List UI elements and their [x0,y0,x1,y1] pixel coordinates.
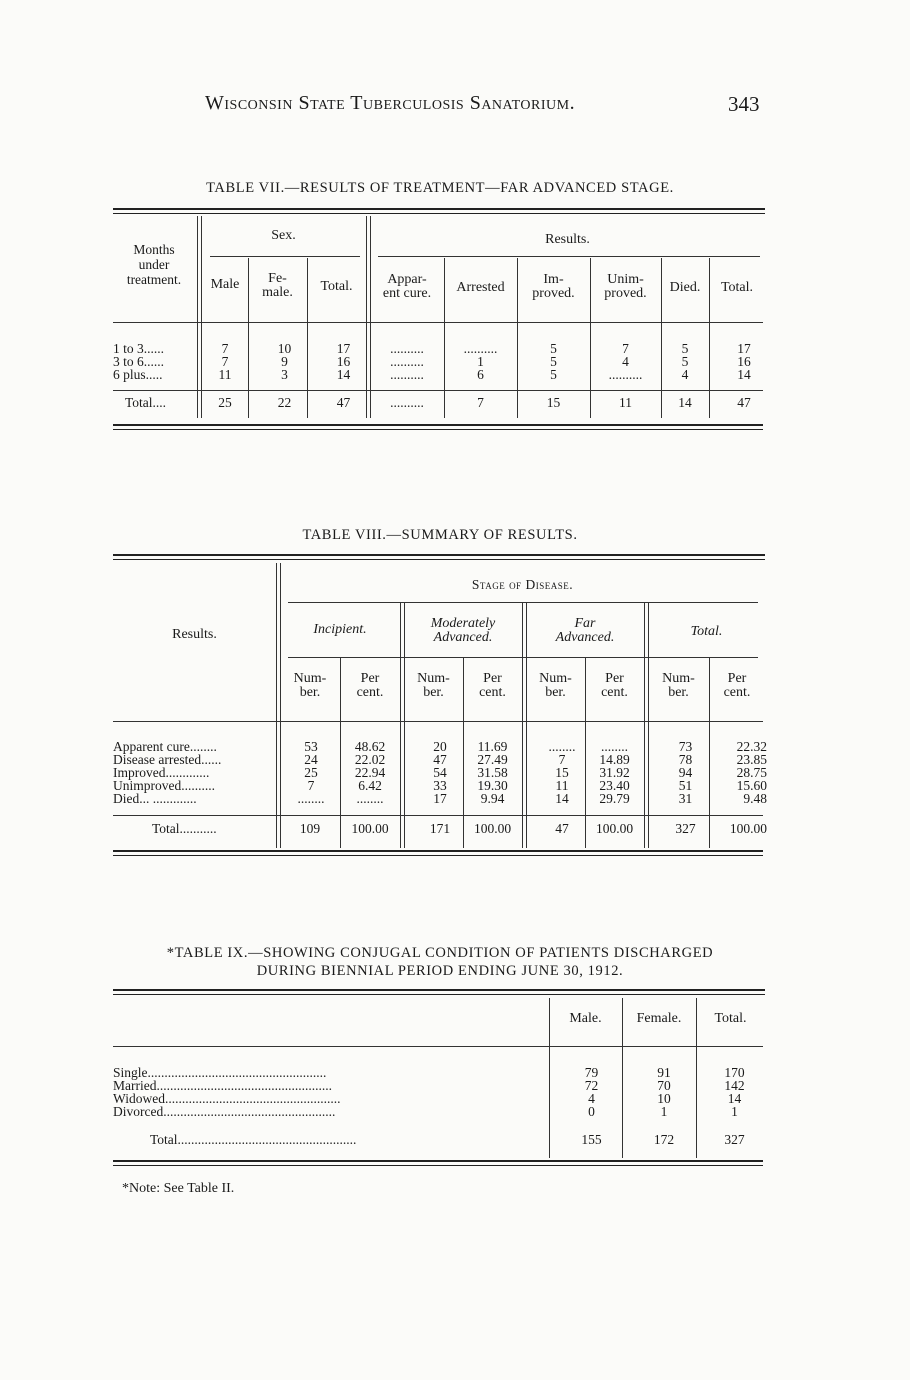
t7-col-improved: Im- proved. [532,272,575,301]
t8-tot-pct-values: 22.32 23.85 28.75 15.60 9.48 [736,739,767,806]
t8-group-total: Total. [690,624,723,639]
t7-total-female: 22 [277,395,292,410]
t9-col-male: Male. [569,1011,602,1026]
t8-total-inc-num: 109 [299,821,321,836]
t7-total-apparent: .......... [390,395,424,410]
t7-total-arrested: 7 [477,395,484,410]
table-viii-title: TABLE VIII.—SUMMARY OF RESULTS. [302,527,578,543]
t7-improved-values: 5 5 5 [550,341,557,382]
t7-female-values: 10 9 3 [277,341,292,382]
t9-total-total: 327 [724,1132,745,1147]
t7-apparent-values: .......... .......... .......... [390,341,424,382]
t7-total-male: 25 [218,395,232,410]
t9-total-label: Total..................................................... [150,1133,357,1147]
t8-mod-pct-head: Per cent. [479,671,506,700]
t8-group-moderate: Moderately Advanced. [430,616,496,645]
t8-far-pct-head: Per cent. [601,671,628,700]
t8-far-num-head: Num- ber. [539,671,572,700]
t8-tot-num-values: 73 78 94 51 31 [678,739,693,806]
t8-mod-num-head: Num- ber. [417,671,450,700]
t8-inc-pct-head: Per cent. [356,671,384,700]
t9-male-values: 79 72 4 0 [584,1065,599,1119]
t8-group-far: Far Advanced. [555,616,615,645]
table-viii-top-rule [113,554,765,560]
t7-total-results: 47 [737,395,751,410]
t7-results-head: Results. [545,232,590,247]
t7-total-unimproved: 11 [619,395,632,410]
t8-total-mod-pct: 100.00 [473,821,512,836]
t8-total-tot-pct: 100.00 [729,821,767,836]
t8-stage-head: Stage of Disease. [471,577,574,592]
t7-sex-total-values: 17 16 14 [336,341,351,382]
t8-total-label: Total........... [152,821,217,836]
t9-total-values: 170 142 14 1 [724,1065,745,1119]
t8-mod-pct-values: 11.69 27.49 31.58 19.30 9.94 [477,739,508,806]
t8-total-inc-pct: 100.00 [351,821,389,836]
t8-inc-pct-values: 48.62 22.02 22.94 6.42 ........ [354,739,386,806]
t7-col-apparent: Appar- ent cure. [382,272,432,301]
footnote: *Note: See Table II. [122,1181,235,1196]
t9-col-total: Total. [714,1011,747,1026]
t8-far-num-values: ........ 7 15 11 14 [548,739,576,806]
t7-total-sex: 47 [336,395,351,410]
t9-total-female: 172 [653,1132,675,1147]
t7-arrested-values: .......... 1 6 [463,341,498,382]
table-vii-top-rule [113,208,765,214]
running-header: Wisconsin State Tuberculosis Sanatorium. [205,92,576,114]
t7-male-values: 7 7 11 [218,341,232,382]
t8-mod-num-values: 20 47 54 33 17 [433,739,447,806]
t9-female-values: 91 70 10 1 [657,1065,671,1119]
table-ix-top-rule [113,989,765,995]
t7-unimproved-values: 7 4 .......... [608,341,643,382]
t9-total-male: 155 [581,1132,602,1147]
t7-col-sex-total: Total. [320,279,353,294]
t7-row-labels: 1 to 3...... 3 to 6...... 6 plus..... [113,341,165,382]
page-number: 343 [728,92,760,116]
t8-stub-head: Results. [172,627,217,642]
table-ix-title-line2: DURING BIENNIAL PERIOD ENDING JUNE 30, 1912. [256,963,624,979]
t8-row-labels: Apparent cure........ Disease arrested...... Improved............. Unimproved.......... Died... ............. [113,739,222,806]
t8-tot-pct-head: Per cent. [723,671,751,700]
t8-total-far-num: 47 [555,821,569,836]
t7-died-values: 5 5 4 [681,341,689,382]
t8-group-incipient: Incipient. [313,622,367,637]
t7-col-died: Died. [669,280,701,295]
t9-col-female: Female. [636,1011,682,1026]
t7-total-label: Total.... [125,395,167,410]
t7-col-unimproved: Unim- proved. [604,272,647,301]
t7-sex-head: Sex. [271,228,296,243]
t7-col-arrested: Arrested [456,280,505,295]
t8-total-far-pct: 100.00 [595,821,634,836]
t8-far-pct-values: ........ 14.89 31.92 23.40 29.79 [599,739,630,806]
t8-tot-num-head: Num- ber. [662,671,695,700]
t7-total-improved: 15 [546,395,561,410]
t7-stub-head: Months under treatment. [126,242,182,287]
t9-row-labels: Single..................................................... Married.................................................... Widowed.................................................... Divorced................................................... [113,1066,341,1118]
t7-col-res-total: Total. [720,280,754,295]
t7-total-died: 14 [678,395,692,410]
table-ix-title-line1: *TABLE IX.—SHOWING CONJUGAL CONDITION OF PATIENTS DISCHARGED [166,945,714,961]
t8-inc-num-values: 53 24 25 7 ........ [297,739,325,806]
t7-res-total-values: 17 16 14 [737,341,751,382]
table-vii-title: TABLE VII.—RESULTS OF TREATMENT—FAR ADVANCED STAGE. [206,180,674,196]
t7-col-male: Male [210,277,240,292]
t8-inc-num-head: Num- ber. [293,671,327,700]
t7-col-female: Fe- male. [262,271,293,300]
t8-total-tot-num: 327 [675,821,696,836]
t8-total-mod-num: 171 [429,821,451,836]
